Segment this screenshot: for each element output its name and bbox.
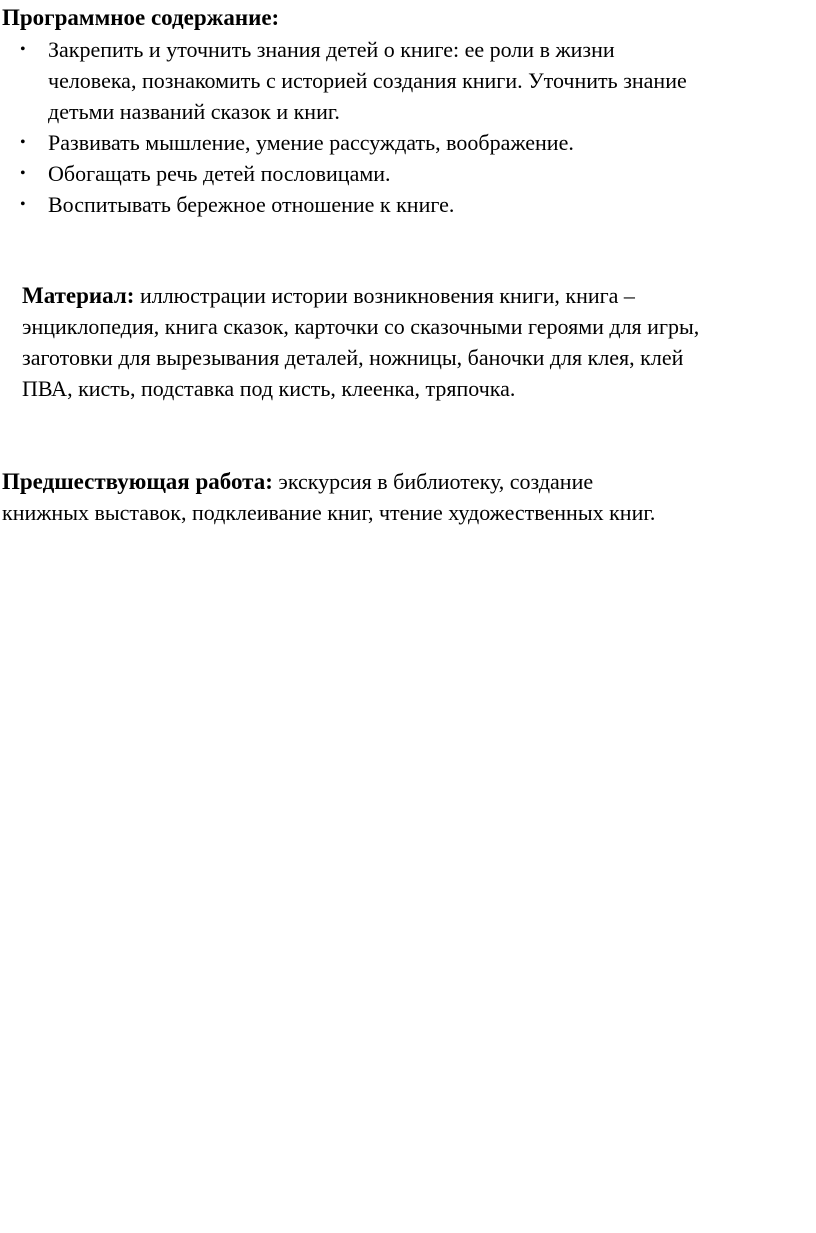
previous-work-label: Предшествующая работа: [2,469,273,494]
bullet-icon: • [20,165,26,182]
list-item [0,127,800,158]
bullet-icon: • [20,41,26,58]
bullet-icon: • [20,196,26,213]
previous-work-line: экскурсия в библиотеку, создание [272,469,594,494]
list-item [0,34,800,127]
material-line: ПВА, кисть, подставка под кисть, клеенка, тряпочка. [22,376,516,401]
material-paragraph [22,280,814,404]
bullet-icon: • [20,134,26,151]
previous-work-paragraph [2,466,802,528]
previous-work-line: книжных выставок, подклеивание книг, чтение художественных книг. [2,500,656,525]
goal-line: Развивать мышление, умение рассуждать, воображение. [48,130,574,155]
list-item [0,158,800,189]
goal-line: Обогащать речь детей пословицами. [48,161,391,186]
material-line: иллюстрации истории возникновения книги, книга – [134,283,635,308]
program-content-heading: Программное содержание: [2,5,280,30]
goal-line: Воспитывать бережное отношение к книге. [48,192,455,217]
program-goals-list [0,34,800,220]
material-line: энциклопедия, книга сказок, карточки со сказочными героями для игры, [22,314,700,339]
goal-line: детьми названий сказок и книг. [48,99,340,124]
list-item [0,189,800,220]
goal-line: Закрепить и уточнить знания детей о книге: ее роли в жизни [48,37,615,62]
material-label: Материал: [22,283,135,308]
material-line: заготовки для вырезывания деталей, ножницы, баночки для клея, клей [22,345,684,370]
goal-line: человека, познакомить с историей создания книги. Уточнить знание [48,68,687,93]
